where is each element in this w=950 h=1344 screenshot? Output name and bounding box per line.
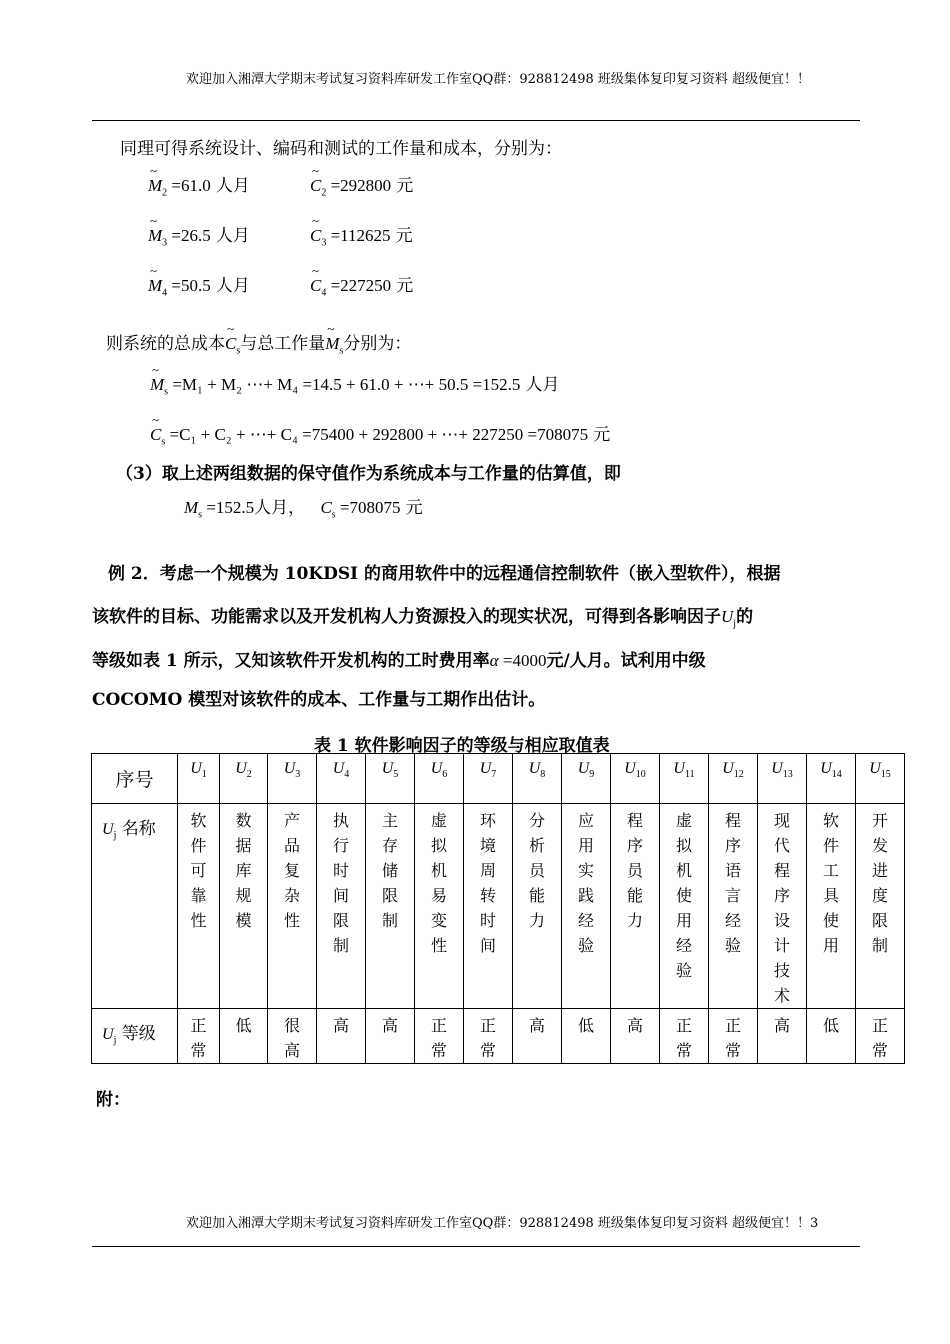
header-rule xyxy=(92,120,860,121)
page-header: 欢迎加入湘潭大学期末考试复习资料库研发工作室QQ群：928812498 班级集体复印复习资料 超级便宜！！ xyxy=(186,72,811,87)
name-cell-14: 软件工具使用 xyxy=(807,804,856,1009)
estimate-row-4: ~ $M_4 =50.5$ 人月 xyxy=(148,271,250,298)
estimate-row-3: ~ $M_3 =26.5$ 人月 xyxy=(148,221,250,248)
col-header-9: $U_9$ xyxy=(562,754,611,804)
factor-table xyxy=(91,753,905,1064)
level-cell-13: 高 xyxy=(758,1009,807,1064)
col-header-13: $U_{13}$ xyxy=(758,754,807,804)
example-line-3: 等级如表 1 所示，又知该软件开发机构的工时费用率α =4000元/人月。试利用中级 xyxy=(92,651,706,671)
sum-effort: ~ $M_s =M_1 + M_2$ ⋯+ M₄ =14.5 + 61.0 + ⋯+ 50.5 =152.5 人月 xyxy=(150,370,560,397)
total-intro: 则系统的总成本~ $C_s$与总工作量~ $M_s$分别为： xyxy=(106,329,411,356)
level-cell-8: 高 xyxy=(513,1009,562,1064)
page-footer: 欢迎加入湘潭大学期末考试复习资料库研发工作室QQ群：928812498 班级集体复印复习资料 超级便宜！！3 xyxy=(186,1216,819,1231)
footer-rule xyxy=(92,1246,860,1247)
level-cell-1: 正常 xyxy=(178,1009,220,1064)
level-cell-3: 很高 xyxy=(268,1009,317,1064)
header-level: $U_j$ 等级 xyxy=(92,1009,178,1064)
col-header-8: $U_8$ xyxy=(513,754,562,804)
col-header-15: $U_{15}$ xyxy=(856,754,905,804)
name-cell-6: 虚拟机易变性 xyxy=(415,804,464,1009)
table-caption: 表 1 软件影响因子的等级与相应取值表 xyxy=(314,736,610,756)
intro-text: 同理可得系统设计、编码和测试的工作量和成本，分别为： xyxy=(120,139,562,159)
name-cell-12: 程序语言经验 xyxy=(709,804,758,1009)
level-cell-11: 正常 xyxy=(660,1009,709,1064)
col-header-3: $U_3$ xyxy=(268,754,317,804)
level-cell-10: 高 xyxy=(611,1009,660,1064)
col-header-1: $U_1$ xyxy=(178,754,220,804)
header-name: $U_j$ 名称 xyxy=(92,804,178,1009)
sum-cost: ~ $C_s =C_1 + C_2$ + ⋯+ C₄ =75400 + 292800 + ⋯+ 227250 =708075 元 xyxy=(150,420,610,447)
name-cell-4: 执行时间限制 xyxy=(317,804,366,1009)
name-cell-8: 分析员能力 xyxy=(513,804,562,1009)
level-cell-7: 正常 xyxy=(464,1009,513,1064)
cost-row-2: ~ $C_2 =292800$ 元 xyxy=(310,171,413,198)
cost-row-3: ~ $C_3 =112625$ 元 xyxy=(310,221,413,248)
col-header-2: $U_2$ xyxy=(220,754,268,804)
header-index: 序号 xyxy=(92,754,178,804)
level-cell-2: 低 xyxy=(220,1009,268,1064)
level-cell-5: 高 xyxy=(366,1009,415,1064)
name-cell-5: 主存储限制 xyxy=(366,804,415,1009)
name-cell-9: 应用实践经验 xyxy=(562,804,611,1009)
col-header-4: $U_4$ xyxy=(317,754,366,804)
step3-text: （3）取上述两组数据的保守值作为系统成本与工作量的估算值，即 xyxy=(116,464,621,484)
cost-row-4: ~ $C_4 =227250$ 元 xyxy=(310,271,413,298)
col-header-10: $U_{10}$ xyxy=(611,754,660,804)
level-cell-4: 高 xyxy=(317,1009,366,1064)
col-header-14: $U_{14}$ xyxy=(807,754,856,804)
col-header-6: $U_6$ xyxy=(415,754,464,804)
name-cell-2: 数据库规模 xyxy=(220,804,268,1009)
example-line-4: COCOMO 模型对该软件的成本、工作量与工期作出估计。 xyxy=(92,690,546,710)
level-cell-6: 正常 xyxy=(415,1009,464,1064)
name-cell-1: 软件可靠性 xyxy=(178,804,220,1009)
final-values: $M_s =152.5$人月， $C_s =708075$ 元 xyxy=(184,498,423,521)
name-cell-7: 环境周转时间 xyxy=(464,804,513,1009)
estimate-row-2: ~ $M_2 =61.0$ 人月 xyxy=(148,171,250,198)
level-cell-14: 低 xyxy=(807,1009,856,1064)
col-header-11: $U_{11}$ xyxy=(660,754,709,804)
col-header-5: $U_5$ xyxy=(366,754,415,804)
example-line-1: 例 2．考虑一个规模为 10KDSI 的商用软件中的远程通信控制软件（嵌入型软件），根据 xyxy=(108,564,781,584)
level-cell-15: 正常 xyxy=(856,1009,905,1064)
name-cell-11: 虚拟机使用经验 xyxy=(660,804,709,1009)
name-cell-13: 现代程序设计技术 xyxy=(758,804,807,1009)
name-cell-3: 产品复杂性 xyxy=(268,804,317,1009)
level-cell-12: 正常 xyxy=(709,1009,758,1064)
level-cell-9: 低 xyxy=(562,1009,611,1064)
name-cell-10: 程序员能力 xyxy=(611,804,660,1009)
example-line-2: 该软件的目标、功能需求以及开发机构人力资源投入的现实状况，可得到各影响因子$U_j$的 xyxy=(92,607,754,630)
appendix-label: 附： xyxy=(96,1090,130,1110)
name-cell-15: 开发进度限制 xyxy=(856,804,905,1009)
col-header-12: $U_{12}$ xyxy=(709,754,758,804)
col-header-7: $U_7$ xyxy=(464,754,513,804)
